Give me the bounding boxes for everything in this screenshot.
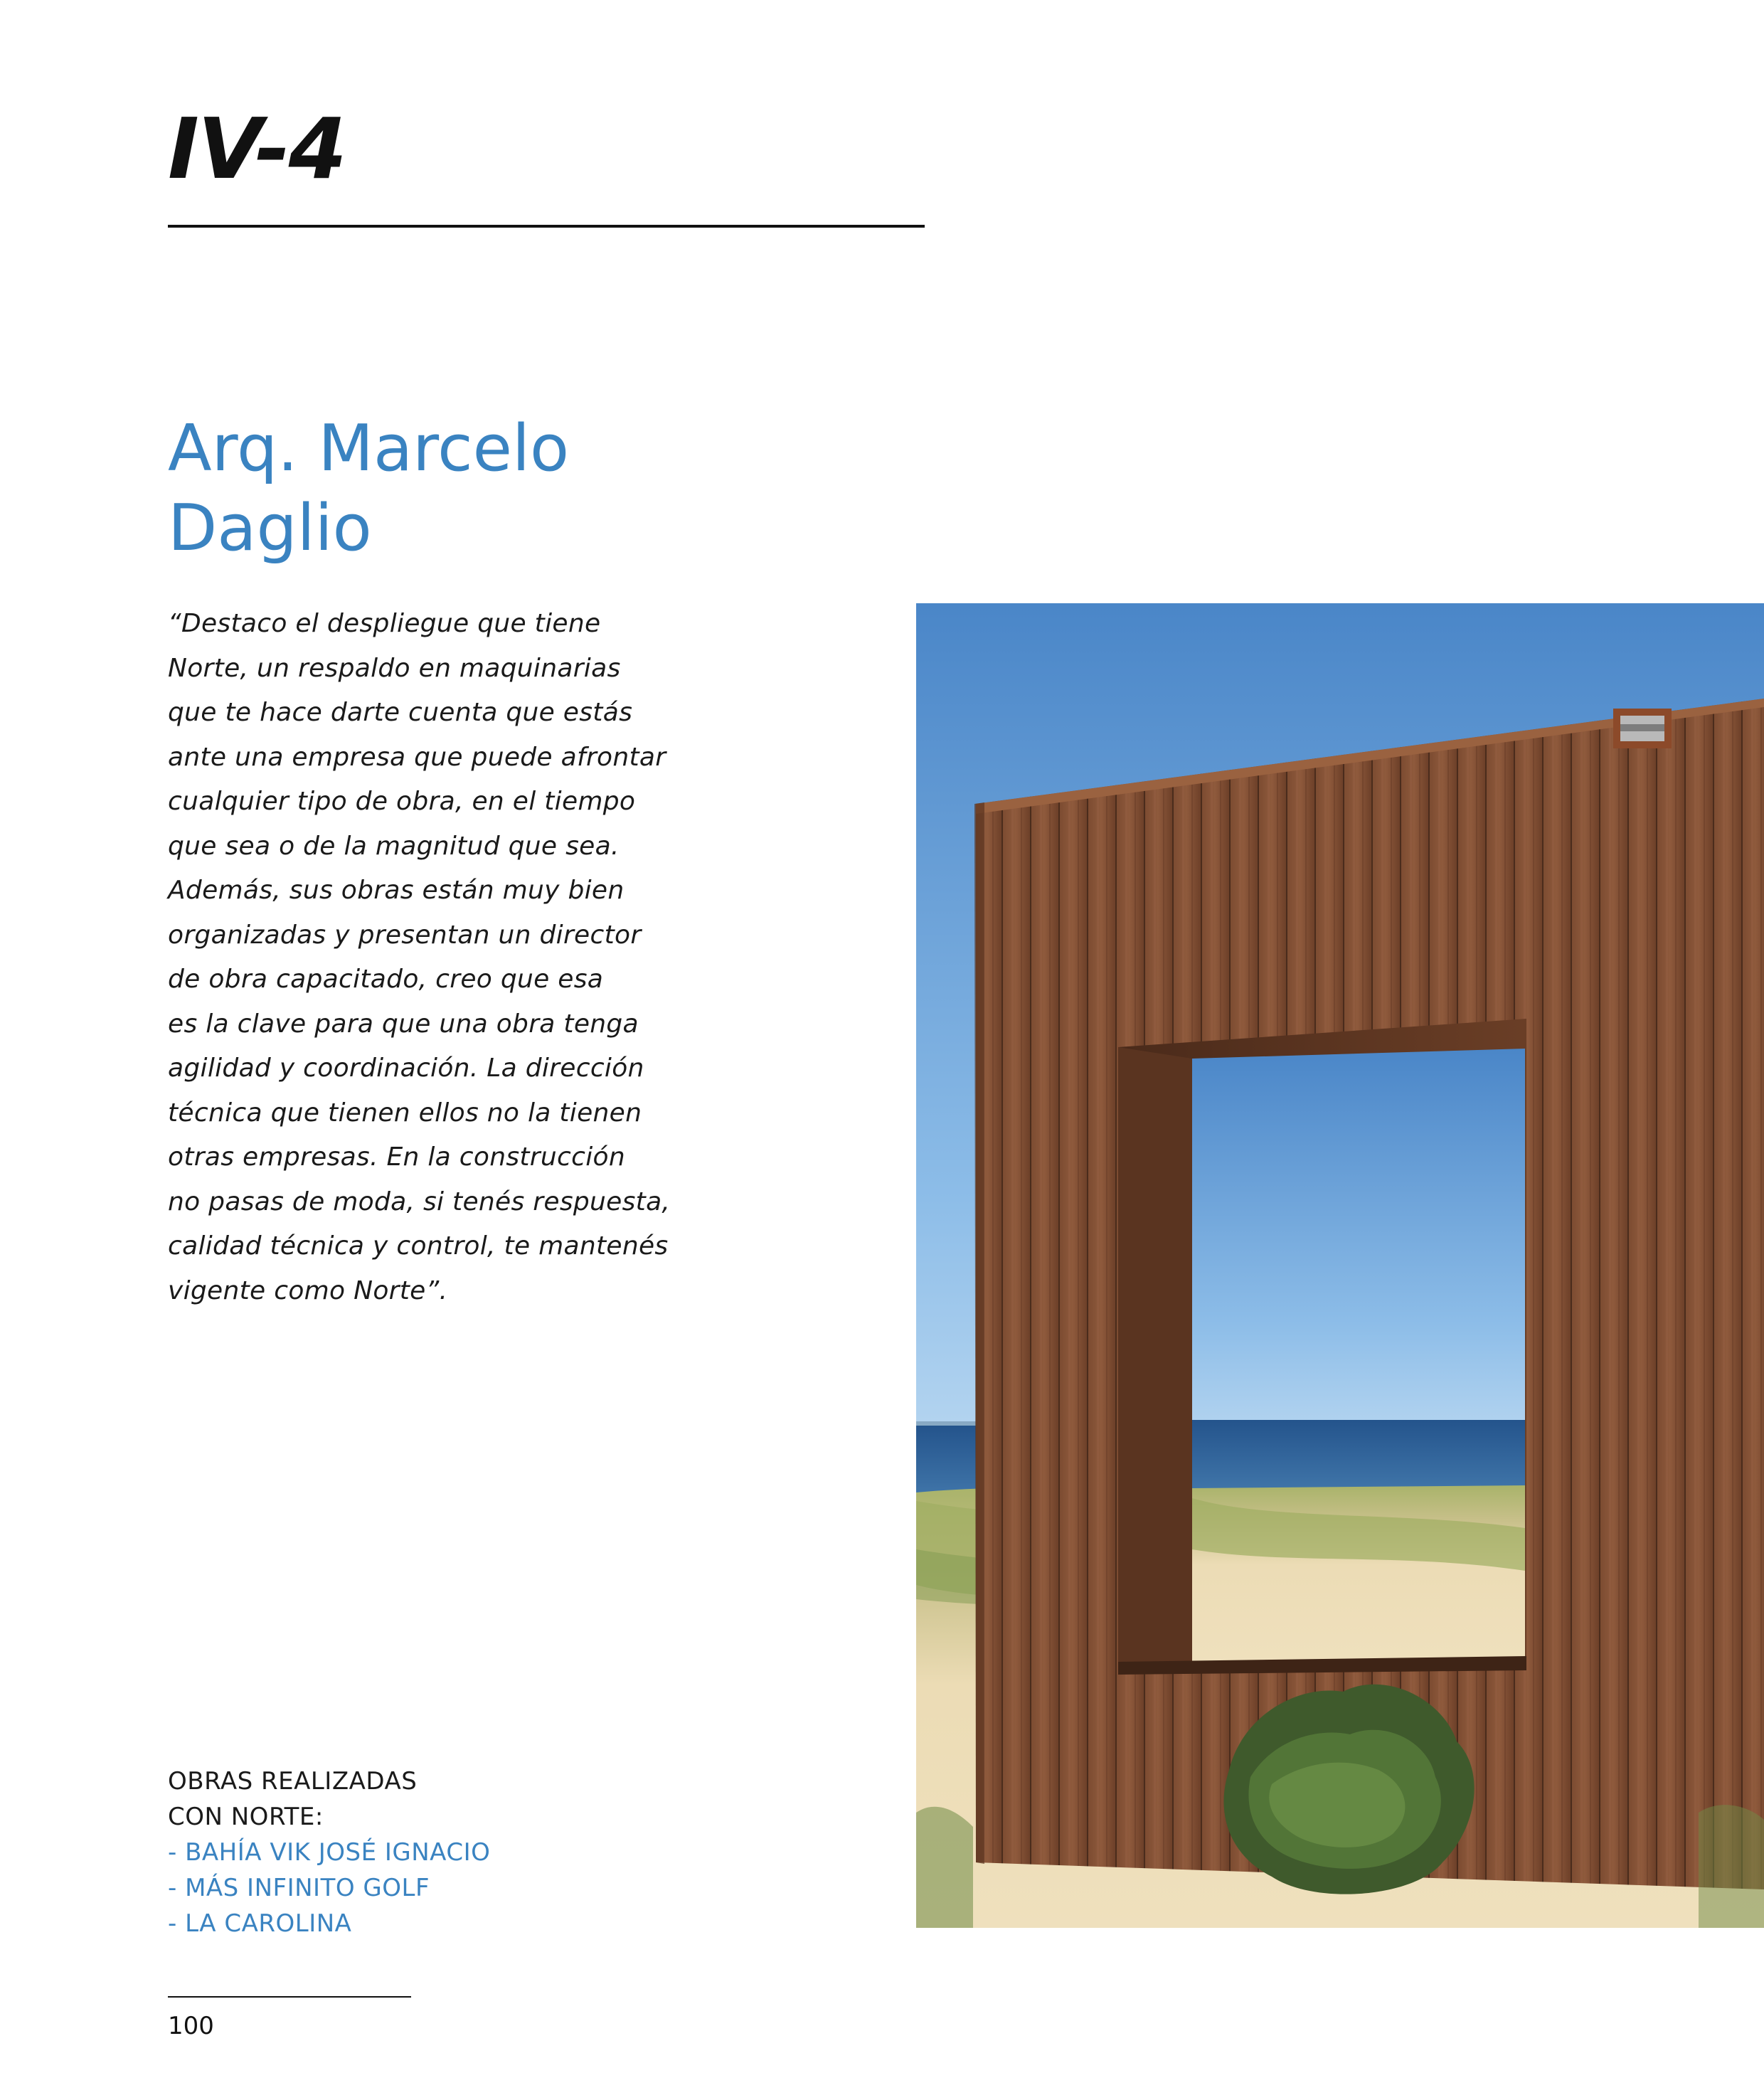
- work-item: - MÁS INFINITO GOLF: [168, 1874, 430, 1902]
- quote-line: calidad técnica y control, te mantenés: [168, 1231, 669, 1261]
- quote-line: Norte, un respaldo en maquinarias: [168, 653, 621, 683]
- wooden-frame-beach-photo: [916, 603, 1764, 1928]
- quote-line: ante una empresa que puede afrontar: [168, 742, 666, 772]
- architect-name-line-2: Daglio: [168, 491, 372, 566]
- completed-works-heading-line-1: OBRAS REALIZADAS: [168, 1767, 418, 1796]
- completed-works-heading-line-2: CON NORTE:: [168, 1803, 324, 1831]
- quote-line: técnica que tienen ellos no la tienen: [168, 1098, 642, 1128]
- quote-line: organizadas y presentan un director: [168, 920, 642, 950]
- architect-name-line-1: Arq. Marcelo: [168, 411, 570, 486]
- quote-line: “Destaco el despliegue que tiene: [168, 609, 601, 638]
- work-item: - LA CAROLINA: [168, 1909, 352, 1938]
- page-number: 100: [168, 2012, 214, 2040]
- quote-line: vigente como Norte”.: [168, 1276, 448, 1305]
- completed-works: [168, 1764, 808, 1941]
- header-divider: [168, 225, 925, 228]
- quote-line: agilidad y coordinación. La dirección: [168, 1054, 644, 1083]
- quote-line: de obra capacitado, creo que esa: [168, 965, 604, 994]
- quote-line: que te hace darte cuenta que estás: [168, 698, 633, 727]
- quote-line: no pasas de moda, si tenés respuesta,: [168, 1187, 671, 1216]
- quote-line: cualquier tipo de obra, en el tiempo: [168, 787, 636, 816]
- quote-line: otras empresas. En la construcción: [168, 1142, 625, 1172]
- quote-line: es la clave para que una obra tenga: [168, 1009, 639, 1039]
- completed-works-list: [168, 1835, 808, 1941]
- completed-works-heading: [168, 1764, 808, 1835]
- quote-line: Además, sus obras están muy bien: [168, 876, 625, 905]
- footer-divider: [168, 1996, 411, 1998]
- testimonial-quote: [168, 602, 680, 1313]
- quote-line: que sea o de la magnitud que sea.: [168, 831, 620, 861]
- architect-name: [168, 409, 808, 568]
- work-item: - BAHÍA VIK JOSÉ IGNACIO: [168, 1838, 491, 1867]
- section-code: IV-4: [168, 100, 346, 198]
